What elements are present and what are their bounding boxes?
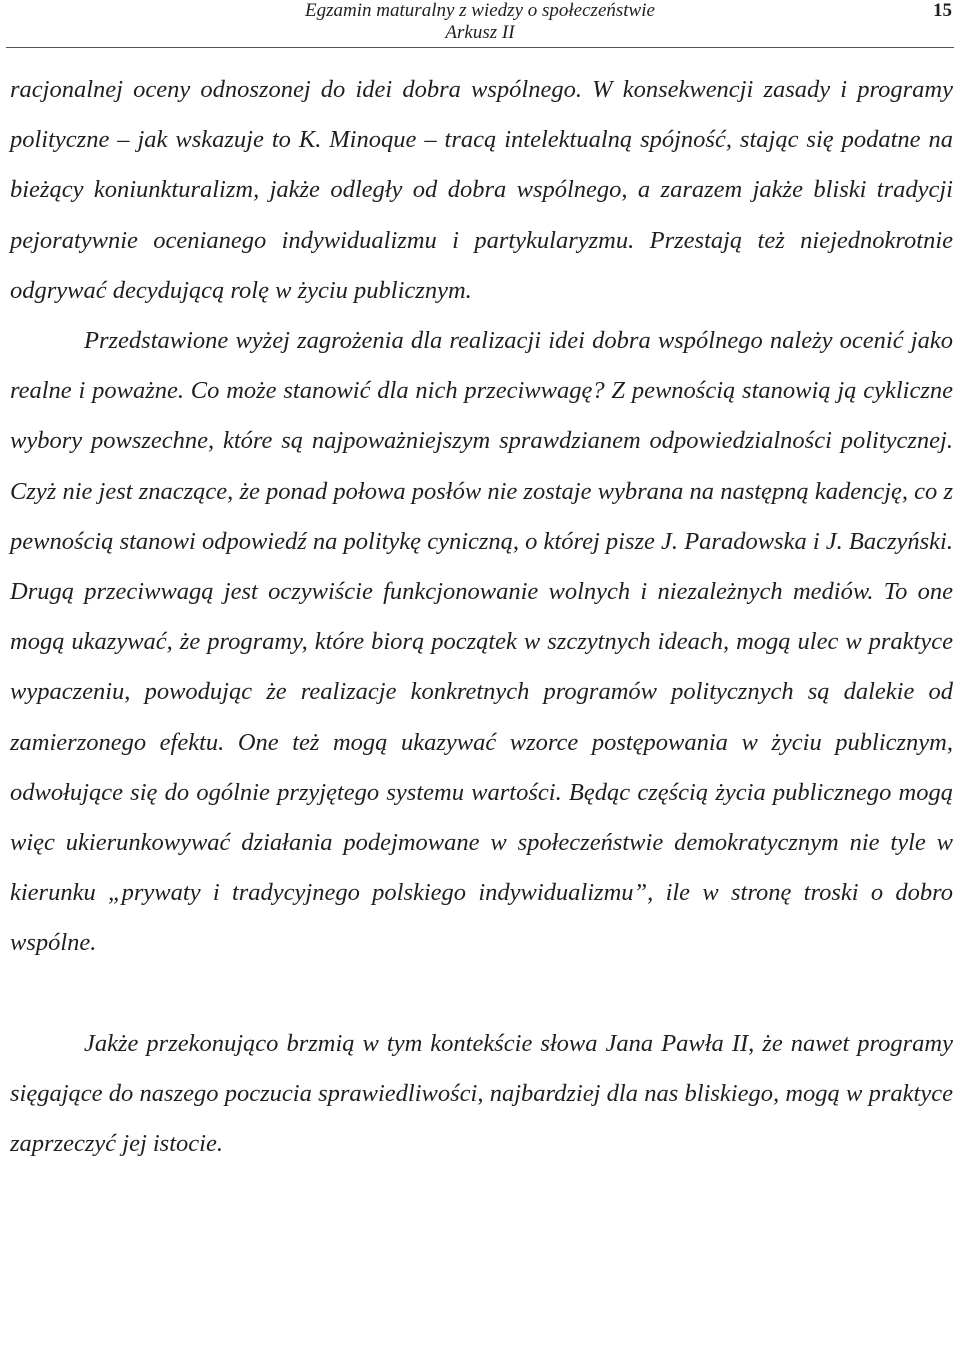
text-body	[10, 65, 953, 1169]
exam-title-line2: Arkusz II	[445, 22, 515, 43]
page-number: 15	[933, 0, 952, 21]
paragraph-continuation: racjonalnej oceny odnoszonej do idei dobra wspólnego. W konsekwencji zasady i programy polityczne – jak wskazuje to K. Minoque – tracą intelektualną spójność, stając się podatne na bieżący koniunkturalizm, jakże odległy od dobra wspólnego, a zarazem jakże bliski tradycji pejoratywnie ocenianego indywidualizmu i partykularyzmu. Przestają też niejednokrotnie odgrywać decydującą rolę w życiu publicznym.	[10, 76, 953, 304]
page-header	[0, 0, 960, 48]
paragraph-spacer	[10, 969, 953, 1019]
paragraph-john-paul-ii: Jakże przekonująco brzmią w tym kontekście słowa Jana Pawła II, że nawet programy sięgające do naszego poczucia sprawiedliwości, najbardziej dla nas bliskiego, mogą w praktyce zaprzeczyć jej istocie.	[10, 1029, 953, 1158]
exam-title	[0, 0, 960, 44]
paragraph-counterweights: Przedstawione wyżej zagrożenia dla realizacji idei dobra wspólnego należy ocenić jako realne i poważne. Co może stanowić dla nich przeciwwagę? Z pewnością stanowią ją cykliczne wybory powszechne, które są najpoważniejszym sprawdzianem odpowiedzialności politycznej. Czyż nie jest znaczące, że ponad połowa posłów nie zostaje wybrana na następną kadencję, co z pewnością stanowi odpowiedź na politykę cyniczną, o której pisze J. Paradowska i J. Baczyński. Drugą przeciwwagą jest oczywiście funkcjonowanie wolnych i niezależnych mediów. To one mogą ukazywać, że programy, które biorą początek w szczytnych ideach, mogą ulec w praktyce wypaczeniu, powodując że realizacje konkretnych programów politycznych są dalekie od zamierzonego efektu. One też mogą ukazywać wzorce postępowania w życiu publicznym, odwołujące się do ogólnie przyjętego systemu wartości. Będąc częścią życia publicznego mogą więc ukierunkowywać działania podejmowane w społeczeństwie demokratycznym nie tyle w kierunku „prywaty i tradycyjnego polskiego indywidualizmu”, ile w stronę troski o dobro wspólne.	[10, 327, 953, 957]
exam-title-line1: Egzamin maturalny z wiedzy o społeczeństwie	[305, 0, 655, 21]
header-divider	[6, 47, 954, 48]
